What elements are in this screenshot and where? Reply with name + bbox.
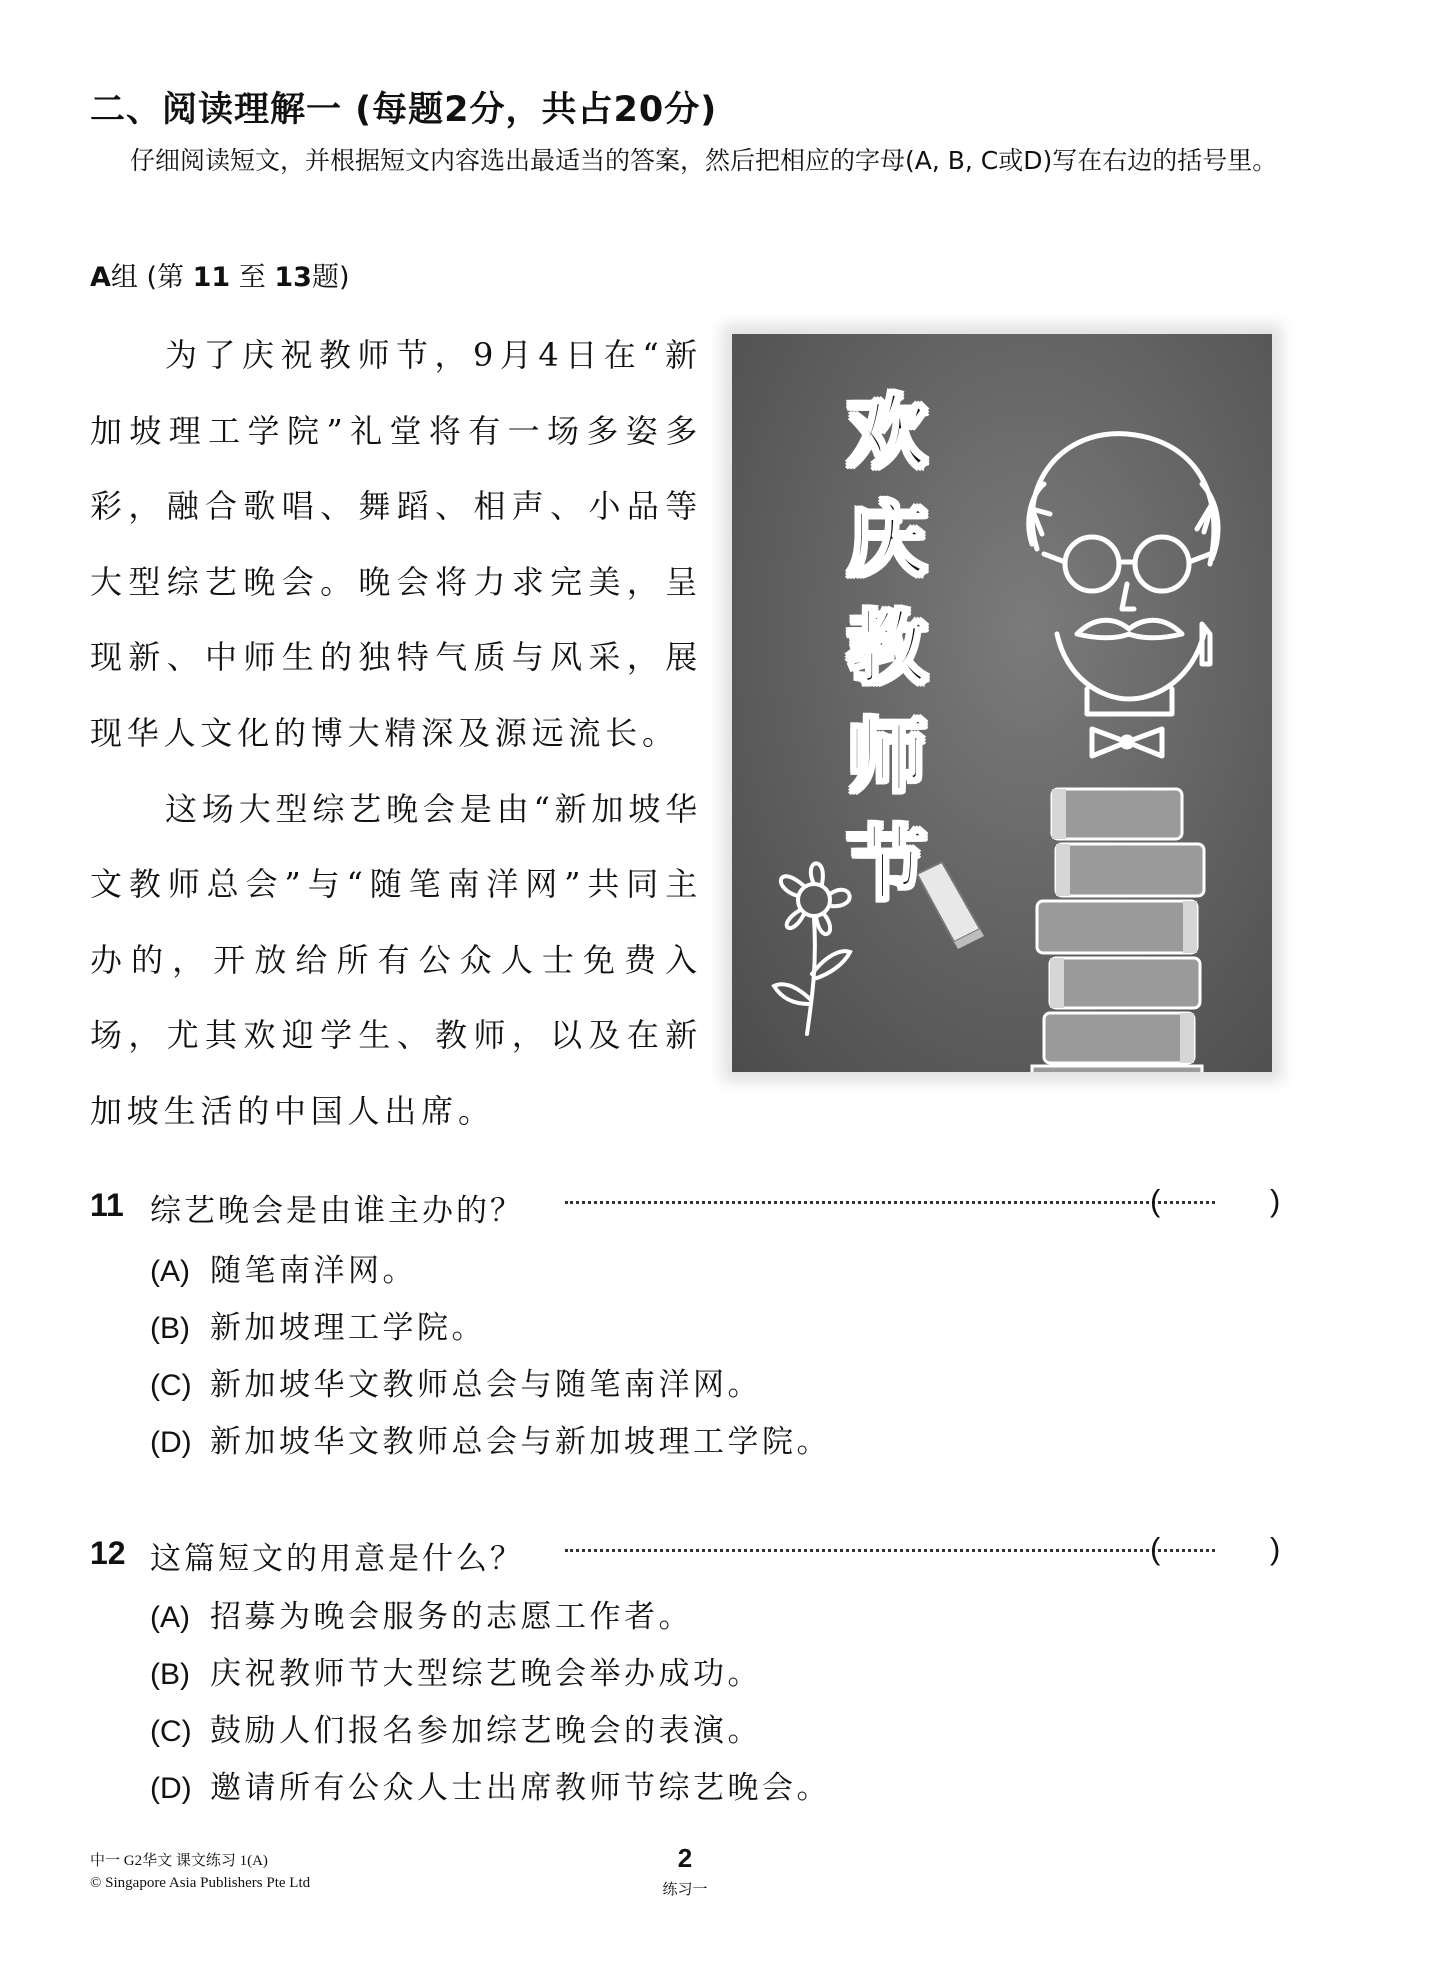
option-text: 随笔南洋网。 [210, 1253, 417, 1289]
group-label-text: 组 (第 [110, 262, 185, 293]
option-text: 鼓励人们报名参加综艺晚会的表演。 [210, 1713, 762, 1749]
option-letter: (C) [150, 1715, 192, 1748]
reading-passage [90, 318, 702, 1150]
option-letter: (A) [150, 1255, 190, 1288]
option-a[interactable] [150, 1591, 693, 1636]
option-letter: (B) [150, 1658, 190, 1691]
option-b[interactable] [150, 1302, 486, 1347]
passage-paragraph-1: 为了庆祝教师节，9月4日在“新加坡理工学院”礼堂将有一场多姿多彩，融合歌唱、舞蹈、相声、小品等大型综艺晚会。晚会将力求完美，呈现新、中师生的独特气质与风采，展现华人文化的博大精深及源远流长。 [90, 336, 702, 752]
footer-exercise-label: 练习一 [662, 1880, 708, 1898]
option-text: 新加坡华文教师总会与随笔南洋网。 [210, 1367, 762, 1403]
group-to: 13 [274, 262, 312, 293]
answer-paren-open: ( [1150, 1183, 1161, 1218]
passage-paragraph-2: 这场大型综艺晚会是由“新加坡华文教师总会”与“随笔南洋网”共同主办的，开放给所有公众人士免费入场，尤其欢迎学生、教师，以及在新加坡生活的中国人出席。 [90, 789, 702, 1130]
group-from: 11 [192, 262, 231, 293]
option-text: 新加坡华文教师总会与新加坡理工学院。 [210, 1424, 831, 1460]
poster-illustration [732, 334, 1272, 1072]
option-text: 新加坡理工学院。 [210, 1310, 486, 1346]
option-letter: (D) [150, 1426, 192, 1459]
question-text: 综艺晚会是由谁主办的？ [150, 1193, 524, 1229]
question-number: 12 [90, 1535, 126, 1571]
option-text: 邀请所有公众人士出席教师节综艺晚会。 [210, 1770, 831, 1806]
option-letter: (D) [150, 1772, 192, 1805]
group-to-word: 至 [238, 262, 266, 293]
dotted-leader [565, 1201, 1215, 1204]
group-label [90, 255, 350, 294]
teachers-day-poster [732, 334, 1272, 1072]
book-stack-illustration [1032, 789, 1204, 1072]
group-suffix: 题) [311, 262, 350, 293]
option-d[interactable] [150, 1762, 831, 1807]
option-c[interactable] [150, 1359, 762, 1404]
option-text: 招募为晚会服务的志愿工作者。 [210, 1599, 693, 1635]
answer-paren-open: ( [1150, 1531, 1161, 1566]
option-a[interactable] [150, 1245, 417, 1290]
option-text: 庆祝教师节大型综艺晚会举办成功。 [210, 1656, 762, 1692]
teacher-illustration [1029, 434, 1218, 756]
section-title: 二、阅读理解一 (每题2分，共占20分) [90, 90, 718, 130]
option-letter: (A) [150, 1601, 190, 1634]
option-b[interactable] [150, 1648, 762, 1693]
option-c[interactable] [150, 1705, 762, 1750]
group-letter: A [90, 262, 111, 293]
option-letter: (C) [150, 1369, 192, 1402]
poster-title: 欢庆教师节 [847, 386, 927, 911]
page-number: 2 [677, 1843, 693, 1873]
answer-paren-close: ) [1270, 1183, 1281, 1218]
dotted-leader [565, 1549, 1215, 1552]
question-text: 这篇短文的用意是什么？ [150, 1541, 524, 1577]
answer-paren-close: ) [1270, 1531, 1281, 1566]
option-d[interactable] [150, 1416, 831, 1461]
section-instruction: 仔细阅读短文，并根据短文内容选出最适当的答案，然后把相应的字母(A, B, C或D)写在右边的括号里。 [130, 146, 1278, 175]
option-letter: (B) [150, 1312, 190, 1345]
footer-copyright: © Singapore Asia Publishers Pte Ltd [90, 1875, 311, 1891]
question-number: 11 [90, 1187, 124, 1223]
footer-book-title: 中一 G2华文 课文练习 1(A) [90, 1853, 268, 1869]
